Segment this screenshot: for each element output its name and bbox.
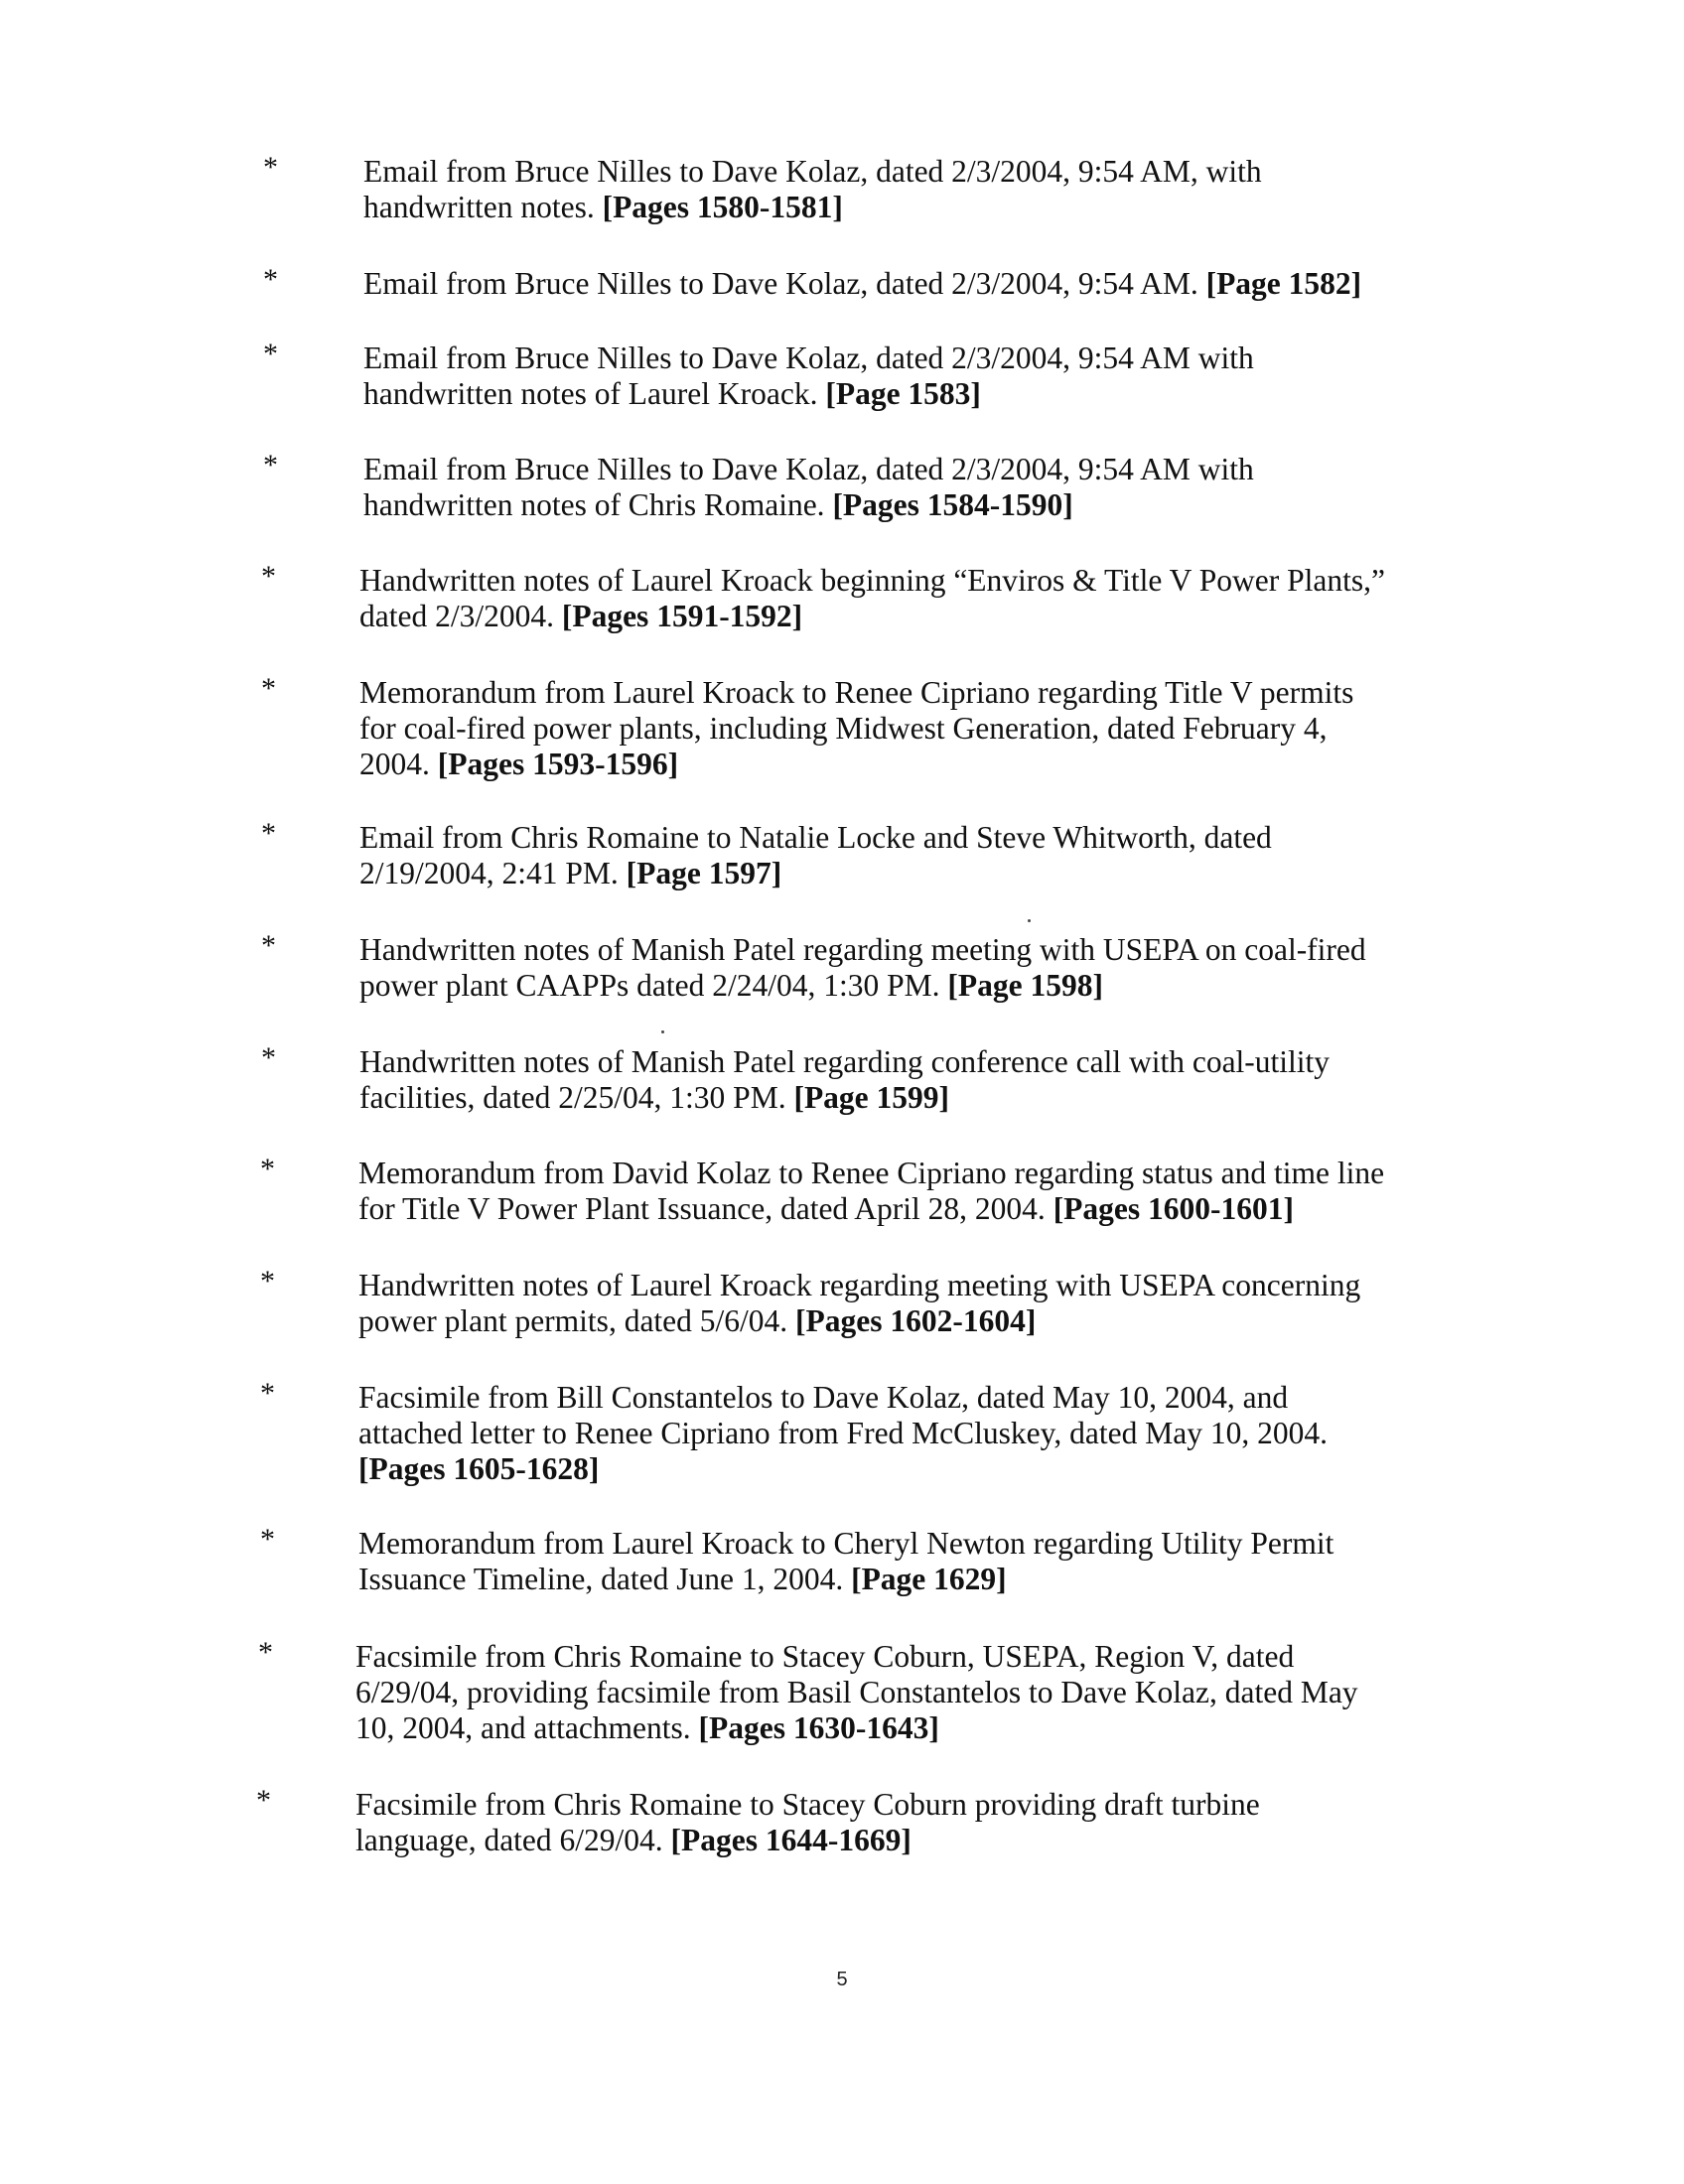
entry-description: for Title V Power Plant Issuance, dated April 28, 2004.	[358, 1191, 1053, 1226]
entry-line	[358, 1191, 1294, 1227]
entry-description: Handwritten notes of Laurel Kroack beginning “Enviros & Title V Power Plants,”	[359, 563, 1385, 598]
entry-description: Handwritten notes of Manish Patel regarding conference call with coal-utility	[359, 1044, 1331, 1079]
entry-line	[363, 487, 1073, 523]
entry-line	[358, 1451, 599, 1487]
scan-speck	[1028, 919, 1031, 922]
entry-description: Handwritten notes of Manish Patel regarding meeting with USEPA on coal-fired	[359, 932, 1366, 967]
entry-line	[358, 1526, 1333, 1562]
entry-line	[355, 1787, 1260, 1823]
entry-description: attached letter to Renee Cipriano from Fred McCluskey, dated May 10, 2004.	[358, 1416, 1328, 1450]
entry-bullet: *	[256, 1784, 271, 1817]
page-reference: [Page 1598]	[947, 968, 1103, 1003]
entry-line	[359, 599, 802, 634]
entry-description: 2004.	[359, 747, 438, 781]
entry-line	[359, 820, 1272, 856]
entry-description: Memorandum from David Kolaz to Renee Cipriano regarding status and time line	[358, 1156, 1385, 1190]
page-reference: [Pages 1593-1596]	[437, 747, 679, 781]
entry-bullet: *	[261, 672, 276, 705]
entry-bullet: *	[258, 1636, 273, 1669]
entry-line	[358, 1380, 1288, 1416]
entry-line	[363, 376, 981, 412]
entry-line	[359, 675, 1353, 711]
entry-description: 10, 2004, and attachments.	[355, 1710, 699, 1745]
entry-line	[359, 968, 1103, 1004]
entry-description: Email from Bruce Nilles to Dave Kolaz, dated 2/3/2004, 9:54 AM with	[363, 341, 1254, 375]
page-reference: [Pages 1591-1592]	[561, 599, 803, 633]
entry-line	[355, 1675, 1358, 1710]
entry-line	[359, 563, 1385, 599]
entry-description: power plant permits, dated 5/6/04.	[358, 1303, 796, 1338]
entry-line	[355, 1639, 1294, 1675]
entry-line	[359, 856, 781, 891]
entry-line	[355, 1710, 939, 1746]
page-reference: [Pages 1584-1590]	[832, 487, 1073, 522]
page-reference: [Pages 1605-1628]	[358, 1451, 600, 1486]
page-reference: [Page 1582]	[1205, 266, 1362, 301]
page-reference: [Pages 1602-1604]	[795, 1303, 1037, 1338]
entry-line	[358, 1156, 1384, 1191]
entry-bullet: *	[260, 1523, 275, 1556]
entry-description: Memorandum from Laurel Kroack to Renee Cipriano regarding Title V permits	[359, 675, 1354, 710]
entry-bullet: *	[263, 449, 278, 481]
entry-bullet: *	[263, 338, 278, 370]
entry-description: Memorandum from Laurel Kroack to Cheryl Newton regarding Utility Permit	[358, 1526, 1334, 1561]
entry-description: handwritten notes of Chris Romaine.	[363, 487, 833, 522]
entry-description: Email from Bruce Nilles to Dave Kolaz, dated 2/3/2004, 9:54 AM.	[363, 266, 1206, 301]
page-reference: [Page 1629]	[851, 1562, 1007, 1596]
page-number: 5	[836, 1969, 848, 1990]
entry-line	[358, 1303, 1036, 1339]
entry-description: Email from Bruce Nilles to Dave Kolaz, dated 2/3/2004, 9:54 AM, with	[363, 154, 1262, 189]
entry-description: power plant CAAPPs dated 2/24/04, 1:30 PM.	[359, 968, 948, 1003]
entry-line	[355, 1823, 912, 1858]
entry-bullet: *	[260, 1265, 275, 1297]
entry-description: language, dated 6/29/04.	[355, 1823, 671, 1857]
scan-speck	[661, 1030, 664, 1033]
entry-description: Issuance Timeline, dated June 1, 2004.	[358, 1562, 852, 1596]
entry-description: 6/29/04, providing facsimile from Basil Constantelos to Dave Kolaz, dated May	[355, 1675, 1358, 1709]
entry-line	[359, 711, 1327, 747]
entry-bullet: *	[260, 1377, 275, 1410]
entry-description: dated 2/3/2004.	[359, 599, 562, 633]
entry-line	[363, 190, 843, 225]
entry-description: Email from Bruce Nilles to Dave Kolaz, dated 2/3/2004, 9:54 AM with	[363, 452, 1254, 486]
entry-bullet: *	[260, 1153, 275, 1185]
entry-line	[363, 154, 1262, 190]
entry-line	[359, 747, 678, 782]
entry-line	[358, 1562, 1007, 1597]
page-reference: [Page 1599]	[793, 1080, 950, 1115]
entry-bullet: *	[261, 929, 276, 962]
entry-description: Email from Chris Romaine to Natalie Locke and Steve Whitworth, dated	[359, 820, 1272, 855]
entry-line	[358, 1268, 1360, 1303]
entry-bullet: *	[261, 817, 276, 850]
entry-description: 2/19/2004, 2:41 PM.	[359, 856, 627, 890]
page-reference: [Pages 1580-1581]	[602, 190, 843, 224]
page-reference: [Pages 1630-1643]	[698, 1710, 939, 1745]
entry-line	[358, 1416, 1328, 1451]
entry-description: Handwritten notes of Laurel Kroack regarding meeting with USEPA concerning	[358, 1268, 1361, 1302]
entry-description: handwritten notes of Laurel Kroack.	[363, 376, 826, 411]
page-reference: [Pages 1600-1601]	[1052, 1191, 1295, 1226]
entry-description: Facsimile from Chris Romaine to Stacey Coburn providing draft turbine	[355, 1787, 1260, 1822]
entry-line	[359, 932, 1366, 968]
entry-line	[363, 266, 1361, 302]
entry-bullet: *	[263, 151, 278, 184]
entry-line	[363, 452, 1254, 487]
entry-description: facilities, dated 2/25/04, 1:30 PM.	[359, 1080, 794, 1115]
entry-description: Facsimile from Bill Constantelos to Dave Kolaz, dated May 10, 2004, and	[358, 1380, 1289, 1415]
entry-description: handwritten notes.	[363, 190, 603, 224]
entry-line	[363, 341, 1254, 376]
entry-bullet: *	[261, 1041, 276, 1074]
entry-line	[359, 1080, 949, 1116]
entry-description: for coal-fired power plants, including Midwest Generation, dated February 4,	[359, 711, 1328, 746]
entry-line	[359, 1044, 1330, 1080]
entry-description: Facsimile from Chris Romaine to Stacey Coburn, USEPA, Region V, dated	[355, 1639, 1295, 1674]
entry-bullet: *	[263, 263, 278, 296]
entry-bullet: *	[261, 560, 276, 593]
page-reference: [Page 1597]	[626, 856, 782, 890]
page-reference: [Page 1583]	[825, 376, 981, 411]
page-reference: [Pages 1644-1669]	[670, 1823, 912, 1857]
